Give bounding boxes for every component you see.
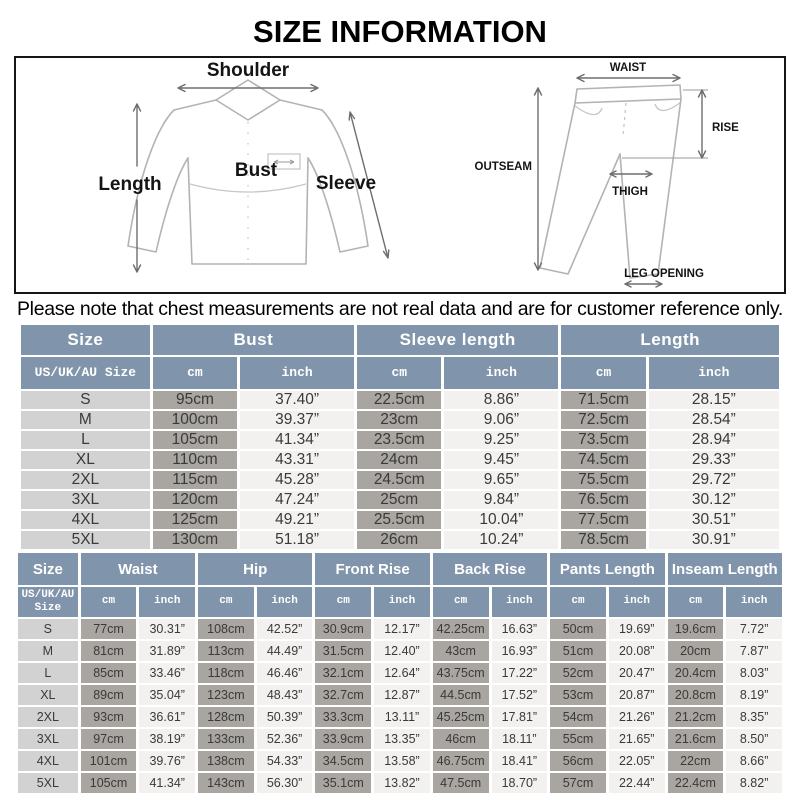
table-row — [21, 451, 779, 469]
cm-value-cell: 50cm — [550, 619, 606, 639]
bottoms-subheader-us-uk-au-size: US/UK/AU Size — [18, 587, 78, 617]
inch-value-cell: 22.05” — [609, 751, 665, 771]
size-label-cell: 3XL — [21, 491, 150, 509]
inch-value-cell: 30.12” — [649, 491, 779, 509]
inch-value-cell: 9.84” — [444, 491, 558, 509]
cm-value-cell: 35.1cm — [315, 773, 371, 793]
cm-value-cell: 20.4cm — [668, 663, 724, 683]
rise-label: RISE — [712, 122, 739, 134]
tops-unit-cm: cm — [561, 357, 645, 389]
tops-size-table — [18, 323, 782, 551]
bottoms-header-front-rise: Front Rise — [315, 553, 429, 585]
cm-value-cell: 128cm — [198, 707, 254, 727]
tops-unit-cm: cm — [153, 357, 237, 389]
bottoms-header-waist: Waist — [81, 553, 195, 585]
cm-value-cell: 130cm — [153, 531, 237, 549]
table-row — [18, 773, 782, 793]
outseam-arrow — [535, 88, 542, 270]
cm-value-cell: 32.7cm — [315, 685, 371, 705]
inch-value-cell: 30.31” — [139, 619, 195, 639]
tops-table-body — [21, 391, 779, 549]
inch-value-cell: 41.34” — [139, 773, 195, 793]
cm-value-cell: 75.5cm — [561, 471, 645, 489]
size-label-cell: 5XL — [21, 531, 150, 549]
tops-unit-inch: inch — [240, 357, 354, 389]
cm-value-cell: 34.5cm — [315, 751, 371, 771]
cm-value-cell: 21.2cm — [668, 707, 724, 727]
cm-value-cell: 51cm — [550, 641, 606, 661]
tops-header-size: Size — [21, 325, 150, 355]
cm-value-cell: 26cm — [357, 531, 441, 549]
inch-value-cell: 52.36” — [257, 729, 313, 749]
cm-value-cell: 53cm — [550, 685, 606, 705]
cm-value-cell: 22cm — [668, 751, 724, 771]
bottoms-header-pants-length: Pants Length — [550, 553, 664, 585]
bottoms-unit-cm: cm — [315, 587, 371, 617]
cm-value-cell: 113cm — [198, 641, 254, 661]
shirt-collar — [216, 80, 280, 120]
size-label-cell: XL — [18, 685, 78, 705]
cm-value-cell: 22.5cm — [357, 391, 441, 409]
inch-value-cell: 12.64” — [374, 663, 430, 683]
cm-value-cell: 43cm — [433, 641, 489, 661]
bottoms-unit-inch: inch — [139, 587, 195, 617]
cm-value-cell: 120cm — [153, 491, 237, 509]
inch-value-cell: 8.19” — [726, 685, 782, 705]
inch-value-cell: 20.47” — [609, 663, 665, 683]
pants-diagram — [462, 58, 784, 292]
inch-value-cell: 17.22” — [492, 663, 548, 683]
size-label-cell: 5XL — [18, 773, 78, 793]
size-label-cell: 3XL — [18, 729, 78, 749]
inch-value-cell: 30.91” — [649, 531, 779, 549]
inch-value-cell: 54.33” — [257, 751, 313, 771]
cm-value-cell: 110cm — [153, 451, 237, 469]
bottoms-unit-inch: inch — [257, 587, 313, 617]
inch-value-cell: 49.21” — [240, 511, 354, 529]
cm-value-cell: 115cm — [153, 471, 237, 489]
table-row — [18, 729, 782, 749]
table-row — [21, 391, 779, 409]
inch-value-cell: 18.70” — [492, 773, 548, 793]
cm-value-cell: 19.6cm — [668, 619, 724, 639]
shirt-diagram — [16, 58, 462, 292]
inch-value-cell: 8.50” — [726, 729, 782, 749]
size-label-cell: 2XL — [18, 707, 78, 727]
bottoms-table-header — [18, 553, 782, 617]
tops-header-length: Length — [561, 325, 779, 355]
bottoms-unit-cm: cm — [668, 587, 724, 617]
inch-value-cell: 9.06” — [444, 411, 558, 429]
bottoms-unit-inch: inch — [492, 587, 548, 617]
cm-value-cell: 77.5cm — [561, 511, 645, 529]
cm-value-cell: 46cm — [433, 729, 489, 749]
rise-arrow — [699, 90, 706, 158]
cm-value-cell: 143cm — [198, 773, 254, 793]
inch-value-cell: 50.39” — [257, 707, 313, 727]
outseam-label: OUTSEAM — [474, 161, 532, 173]
inch-value-cell: 47.24” — [240, 491, 354, 509]
shoulder-arrow — [178, 85, 318, 92]
cm-value-cell: 23.5cm — [357, 431, 441, 449]
tops-header-sleeve-length: Sleeve length — [357, 325, 558, 355]
tops-table-header — [21, 325, 779, 389]
cm-value-cell: 105cm — [81, 773, 137, 793]
cm-value-cell: 47.5cm — [433, 773, 489, 793]
shoulder-label: Shoulder — [206, 60, 290, 81]
inch-value-cell: 8.86” — [444, 391, 558, 409]
cm-value-cell: 22.4cm — [668, 773, 724, 793]
inch-value-cell: 56.30” — [257, 773, 313, 793]
size-label-cell: M — [21, 411, 150, 429]
inch-value-cell: 7.72” — [726, 619, 782, 639]
cm-value-cell: 78.5cm — [561, 531, 645, 549]
cm-value-cell: 105cm — [153, 431, 237, 449]
table-row — [21, 491, 779, 509]
tops-unit-cm: cm — [357, 357, 441, 389]
cm-value-cell: 101cm — [81, 751, 137, 771]
inch-value-cell: 9.25” — [444, 431, 558, 449]
inch-value-cell: 22.44” — [609, 773, 665, 793]
inch-value-cell: 13.35” — [374, 729, 430, 749]
cm-value-cell: 42.25cm — [433, 619, 489, 639]
inch-value-cell: 9.45” — [444, 451, 558, 469]
sleeve-label: Sleeve — [315, 173, 377, 194]
reference-note: Please note that chest measurements are not real data and are for customer reference only. — [16, 298, 784, 320]
cm-value-cell: 52cm — [550, 663, 606, 683]
inch-value-cell: 8.66” — [726, 751, 782, 771]
inch-value-cell: 12.17” — [374, 619, 430, 639]
cm-value-cell: 97cm — [81, 729, 137, 749]
cm-value-cell: 76.5cm — [561, 491, 645, 509]
inch-value-cell: 19.69” — [609, 619, 665, 639]
size-label-cell: 2XL — [21, 471, 150, 489]
size-label-cell: S — [18, 619, 78, 639]
inch-value-cell: 29.72” — [649, 471, 779, 489]
inch-value-cell: 17.81” — [492, 707, 548, 727]
inch-value-cell: 39.37” — [240, 411, 354, 429]
leg-opening-arrow — [625, 281, 662, 287]
size-label-cell: 4XL — [21, 511, 150, 529]
inch-value-cell: 13.82” — [374, 773, 430, 793]
inch-value-cell: 7.87” — [726, 641, 782, 661]
table-row — [18, 641, 782, 661]
table-row — [21, 431, 779, 449]
bottoms-unit-cm: cm — [433, 587, 489, 617]
inch-value-cell: 37.40” — [240, 391, 354, 409]
cm-value-cell: 125cm — [153, 511, 237, 529]
cm-value-cell: 57cm — [550, 773, 606, 793]
table-row — [18, 707, 782, 727]
cm-value-cell: 24.5cm — [357, 471, 441, 489]
size-label-cell: XL — [21, 451, 150, 469]
inch-value-cell: 18.41” — [492, 751, 548, 771]
inch-value-cell: 17.52” — [492, 685, 548, 705]
cm-value-cell: 133cm — [198, 729, 254, 749]
cm-value-cell: 30.9cm — [315, 619, 371, 639]
inch-value-cell: 8.03” — [726, 663, 782, 683]
cm-value-cell: 20cm — [668, 641, 724, 661]
inch-value-cell: 12.87” — [374, 685, 430, 705]
cm-value-cell: 25cm — [357, 491, 441, 509]
inch-value-cell: 16.93” — [492, 641, 548, 661]
leg-opening-label: LEG OPENING — [624, 268, 704, 280]
size-label-cell: L — [21, 431, 150, 449]
inch-value-cell: 45.28” — [240, 471, 354, 489]
cm-value-cell: 25.5cm — [357, 511, 441, 529]
tops-subheader-us-uk-au-size: US/UK/AU Size — [21, 357, 150, 389]
cm-value-cell: 81cm — [81, 641, 137, 661]
cm-value-cell: 95cm — [153, 391, 237, 409]
shirt-shoulders — [174, 100, 322, 110]
pants-left-leg — [540, 103, 620, 274]
pants-fly — [623, 103, 626, 136]
tops-header-bust: Bust — [153, 325, 354, 355]
cm-value-cell: 89cm — [81, 685, 137, 705]
inch-value-cell: 18.11” — [492, 729, 548, 749]
cm-value-cell: 118cm — [198, 663, 254, 683]
bottoms-unit-cm: cm — [198, 587, 254, 617]
bottoms-unit-inch: inch — [726, 587, 782, 617]
size-label-cell: S — [21, 391, 150, 409]
inch-value-cell: 33.46” — [139, 663, 195, 683]
size-label-cell: M — [18, 641, 78, 661]
cm-value-cell: 33.3cm — [315, 707, 371, 727]
bottoms-header-size: Size — [18, 553, 78, 585]
bottoms-unit-inch: inch — [374, 587, 430, 617]
inch-value-cell: 16.63” — [492, 619, 548, 639]
cm-value-cell: 56cm — [550, 751, 606, 771]
bottoms-unit-cm: cm — [550, 587, 606, 617]
cm-value-cell: 77cm — [81, 619, 137, 639]
inch-value-cell: 51.18” — [240, 531, 354, 549]
tops-unit-inch: inch — [444, 357, 558, 389]
size-label-cell: 4XL — [18, 751, 78, 771]
inch-value-cell: 44.49” — [257, 641, 313, 661]
inch-value-cell: 10.24” — [444, 531, 558, 549]
inch-value-cell: 9.65” — [444, 471, 558, 489]
table-row — [18, 751, 782, 771]
inch-value-cell: 31.89” — [139, 641, 195, 661]
cm-value-cell: 73.5cm — [561, 431, 645, 449]
inch-value-cell: 36.61” — [139, 707, 195, 727]
bust-label: Bust — [234, 160, 278, 181]
waist-arrow — [577, 75, 680, 82]
tops-unit-inch: inch — [649, 357, 779, 389]
inch-value-cell: 13.11” — [374, 707, 430, 727]
page-title: SIZE INFORMATION — [253, 14, 547, 49]
cm-value-cell: 71.5cm — [561, 391, 645, 409]
inch-value-cell: 35.04” — [139, 685, 195, 705]
size-label-cell: L — [18, 663, 78, 683]
pants-pockets — [575, 102, 681, 115]
inch-value-cell: 10.04” — [444, 511, 558, 529]
inch-value-cell: 13.58” — [374, 751, 430, 771]
table-row — [18, 685, 782, 705]
cm-value-cell: 85cm — [81, 663, 137, 683]
inch-value-cell: 41.34” — [240, 431, 354, 449]
thigh-arrow — [610, 171, 652, 177]
inch-value-cell: 30.51” — [649, 511, 779, 529]
cm-value-cell: 33.9cm — [315, 729, 371, 749]
inch-value-cell: 28.54” — [649, 411, 779, 429]
cm-value-cell: 55cm — [550, 729, 606, 749]
table-row — [21, 471, 779, 489]
inch-value-cell: 28.94” — [649, 431, 779, 449]
inch-value-cell: 43.31” — [240, 451, 354, 469]
table-row — [21, 531, 779, 549]
table-row — [18, 663, 782, 683]
table-row — [18, 619, 782, 639]
inch-value-cell: 42.52” — [257, 619, 313, 639]
inch-value-cell: 12.40” — [374, 641, 430, 661]
cm-value-cell: 72.5cm — [561, 411, 645, 429]
inch-value-cell: 21.26” — [609, 707, 665, 727]
inch-value-cell: 20.08” — [609, 641, 665, 661]
inch-value-cell: 28.15” — [649, 391, 779, 409]
measurement-diagrams — [14, 56, 786, 294]
cm-value-cell: 23cm — [357, 411, 441, 429]
inch-value-cell: 8.82” — [726, 773, 782, 793]
inch-value-cell: 21.65” — [609, 729, 665, 749]
cm-value-cell: 20.8cm — [668, 685, 724, 705]
bottoms-unit-inch: inch — [609, 587, 665, 617]
table-row — [21, 411, 779, 429]
cm-value-cell: 93cm — [81, 707, 137, 727]
inch-value-cell: 8.35” — [726, 707, 782, 727]
waist-label: WAIST — [609, 62, 647, 74]
cm-value-cell: 31.5cm — [315, 641, 371, 661]
cm-value-cell: 108cm — [198, 619, 254, 639]
bottoms-header-inseam-length: Inseam Length — [668, 553, 782, 585]
thigh-label: THIGH — [612, 186, 648, 198]
cm-value-cell: 46.75cm — [433, 751, 489, 771]
cm-value-cell: 123cm — [198, 685, 254, 705]
cm-value-cell: 21.6cm — [668, 729, 724, 749]
bottoms-size-table — [15, 551, 785, 795]
cm-value-cell: 45.25cm — [433, 707, 489, 727]
inch-value-cell: 46.46” — [257, 663, 313, 683]
cm-value-cell: 44.5cm — [433, 685, 489, 705]
cm-value-cell: 43.75cm — [433, 663, 489, 683]
inch-value-cell: 38.19” — [139, 729, 195, 749]
inch-value-cell: 48.43” — [257, 685, 313, 705]
inch-value-cell: 20.87” — [609, 685, 665, 705]
inch-value-cell: 39.76” — [139, 751, 195, 771]
cm-value-cell: 32.1cm — [315, 663, 371, 683]
table-row — [21, 511, 779, 529]
cm-value-cell: 74.5cm — [561, 451, 645, 469]
cm-value-cell: 138cm — [198, 751, 254, 771]
bottoms-unit-cm: cm — [81, 587, 137, 617]
inch-value-cell: 29.33” — [649, 451, 779, 469]
pants-waistband — [575, 85, 681, 103]
cm-value-cell: 24cm — [357, 451, 441, 469]
length-label: Length — [98, 174, 162, 195]
bottoms-header-back-rise: Back Rise — [433, 553, 547, 585]
bottoms-table-body — [18, 619, 782, 793]
cm-value-cell: 100cm — [153, 411, 237, 429]
bottoms-header-hip: Hip — [198, 553, 312, 585]
cm-value-cell: 54cm — [550, 707, 606, 727]
